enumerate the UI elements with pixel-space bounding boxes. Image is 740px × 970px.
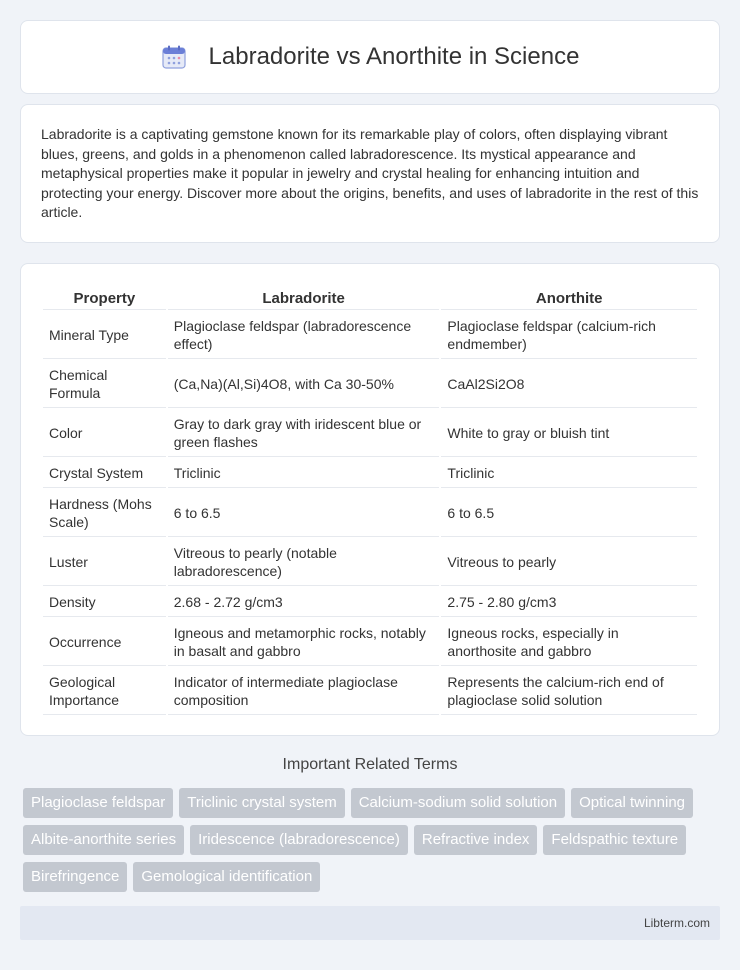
term-tag[interactable]: Iridescence (labradorescence)	[190, 825, 408, 855]
calendar-icon	[161, 44, 187, 70]
table-row	[43, 410, 697, 457]
table-row	[43, 361, 697, 408]
table-row	[43, 619, 697, 666]
row-anorthite: White to gray or bluish tint	[441, 410, 697, 457]
row-labradorite: Gray to dark gray with iridescent blue or green flashes	[168, 410, 440, 457]
row-property: Luster	[43, 539, 166, 586]
header-labradorite: Labradorite	[168, 286, 440, 310]
row-anorthite: Igneous rocks, especially in anorthosite and gabbro	[441, 619, 697, 666]
table-row	[43, 312, 697, 359]
term-tag[interactable]: Calcium-sodium solid solution	[351, 788, 565, 818]
table-row	[43, 459, 697, 488]
header-property: Property	[43, 286, 166, 310]
row-property: Mineral Type	[43, 312, 166, 359]
row-labradorite: 2.68 - 2.72 g/cm3	[168, 588, 440, 617]
table-header-row	[43, 286, 697, 310]
row-labradorite: Igneous and metamorphic rocks, notably in basalt and gabbro	[168, 619, 440, 666]
row-property: Color	[43, 410, 166, 457]
term-tag[interactable]: Plagioclase feldspar	[23, 788, 173, 818]
row-labradorite: (Ca,Na)(Al,Si)4O8, with Ca 30-50%	[168, 361, 440, 408]
row-labradorite: Triclinic	[168, 459, 440, 488]
row-anorthite: Represents the calcium-rich end of plagioclase solid solution	[441, 668, 697, 715]
row-property: Occurrence	[43, 619, 166, 666]
related-terms-title: Important Related Terms	[282, 756, 458, 773]
header-anorthite: Anorthite	[441, 286, 697, 310]
term-tag[interactable]: Gemological identification	[133, 862, 320, 892]
term-tag[interactable]: Triclinic crystal system	[179, 788, 344, 818]
term-tag[interactable]: Feldspathic texture	[543, 825, 686, 855]
row-anorthite: 2.75 - 2.80 g/cm3	[441, 588, 697, 617]
row-property: Geological Importance	[43, 668, 166, 715]
intro-card	[20, 104, 720, 243]
row-anorthite: CaAl2Si2O8	[441, 361, 697, 408]
row-property: Chemical Formula	[43, 361, 166, 408]
term-tag[interactable]: Albite-anorthite series	[23, 825, 184, 855]
comparison-table	[41, 284, 699, 717]
row-labradorite: Vitreous to pearly (notable labradorescence)	[168, 539, 440, 586]
row-anorthite: Triclinic	[441, 459, 697, 488]
comparison-table-card	[20, 263, 720, 736]
header-card	[20, 20, 720, 94]
term-tag[interactable]: Refractive index	[414, 825, 538, 855]
table-row	[43, 588, 697, 617]
row-property: Density	[43, 588, 166, 617]
related-terms-list	[23, 788, 723, 892]
row-anorthite: 6 to 6.5	[441, 490, 697, 537]
term-tag[interactable]: Optical twinning	[571, 788, 693, 818]
intro-paragraph: Labradorite is a captivating gemstone known for its remarkable play of colors, often displaying vibrant blues, greens, and golds in a phenomenon called labradorescence. Its mystical appearance and metaphysical properties make it popular in jewelry and crystal healing for enhancing intuition and protecting your energy. Discover more about the origins, benefits, and uses of labradorite in the rest of this article.	[41, 126, 699, 220]
row-anorthite: Plagioclase feldspar (calcium-rich endmember)	[441, 312, 697, 359]
table-row	[43, 668, 697, 715]
footer	[20, 906, 720, 940]
row-property: Crystal System	[43, 459, 166, 488]
table-row	[43, 539, 697, 586]
table-row	[43, 490, 697, 537]
footer-brand-link[interactable]: Libterm.com	[643, 916, 710, 930]
row-labradorite: Plagioclase feldspar (labradorescence effect)	[168, 312, 440, 359]
row-labradorite: 6 to 6.5	[168, 490, 440, 537]
page-title: Labradorite vs Anorthite in Science	[208, 43, 580, 70]
row-anorthite: Vitreous to pearly	[441, 539, 697, 586]
row-labradorite: Indicator of intermediate plagioclase composition	[168, 668, 440, 715]
row-property: Hardness (Mohs Scale)	[43, 490, 166, 537]
term-tag[interactable]: Birefringence	[23, 862, 127, 892]
